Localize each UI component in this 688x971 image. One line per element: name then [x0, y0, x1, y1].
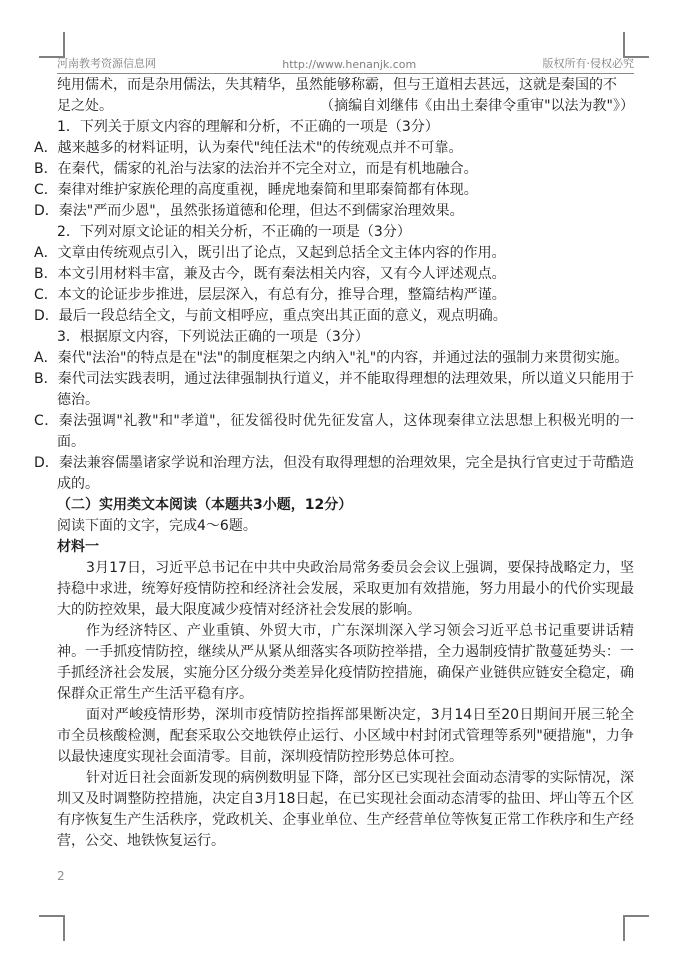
answer-option: B．秦代司法实践表明，通过法律强制执行道义，并不能取得理想的法理效果，所以道义只能用于德治。 — [34, 371, 634, 408]
page-number: 2 — [57, 869, 65, 883]
question-stem: 2．下列对原文论证的相关分析，不正确的一项是（3分） — [57, 224, 411, 240]
answer-option: C．秦法强调"礼教"和"孝道"，征发徭役时优先征发富人，这体现秦律立法思想上积极光明的一面。 — [34, 413, 634, 450]
answer-option: A．文章由传统观点引入，既引出了论点，又起到总括全文主体内容的作用。 — [34, 245, 506, 261]
questions-list — [34, 117, 634, 495]
crop-mark-bottom-left — [39, 915, 65, 941]
material-paragraph: 针对近日社会面新发现的病例数明显下降，部分区已实现社会面动态清零的实际情况，深圳又及时调整防控措施，决定自3月18日起，在已实现社会面动态清零的盐田、坪山等五个区有序恢复生产生活秩序，党政机关、企事业单位、生产经营单位等恢复正常工作秩序和生产经营，公交、地铁恢复运行。 — [57, 770, 634, 849]
answer-option: D．秦法兼容儒墨诸家学说和治理方法，但没有取得理想的治理效果，完全是执行官吏过于苛酷造成的。 — [34, 455, 634, 492]
document-body — [34, 75, 634, 852]
answer-option: C．本文的论证步步推进，层层深入，有总有分，推导合理，整篇结构严谨。 — [34, 287, 506, 303]
answer-option: C．秦律对维护家族伦理的高度重视，睡虎地秦简和里耶秦简都有体现。 — [34, 182, 478, 198]
answer-option: B．本文引用材料丰富，兼及古今，既有秦法相关内容，又有今人评述观点。 — [34, 266, 506, 282]
material-paragraph: 面对严峻疫情形势，深圳市疫情防控指挥部果断决定，3月14日至20日期间开展三轮全市全员核酸检测，配套采取公交地铁停止运行、小区域中村封闭式管理等系列"硬措施"，力争以最快速度实现社会面清零。目前，深圳疫情防控形势总体可控。 — [57, 707, 634, 765]
source-citation: （摘编自刘继伟《由出土秦律令重审"以法为教"》） — [320, 98, 634, 114]
answer-option: D．秦法"严而少恩"，虽然张扬道德和伦理，但达不到儒家治理效果。 — [34, 203, 464, 219]
intro-citation-line — [57, 96, 634, 117]
answer-option: B．在秦代，儒家的礼治与法家的法治并不完全对立，而是有机地融合。 — [34, 161, 478, 177]
answer-option: D．最后一段总结全文，与前文相呼应，重点突出其正面的意义，观点明确。 — [34, 308, 507, 324]
material-label: 材料一 — [57, 539, 99, 555]
material-paragraph: 3月17日，习近平总书记在中共中央政治局常务委员会会议上强调，要保持战略定力，坚持稳中求进，统筹好疫情防控和经济社会发展，采取更加有效措施，努力用最小的代价实现最大的防控效果，最大限度减少疫情对经济社会发展的影响。 — [57, 560, 634, 618]
intro-text-line: 纯用儒术，而是杂用儒法，失其精华，虽然能够称霸，但与王道相去甚远，这就是秦国的不 — [57, 77, 617, 93]
header-copyright: 版权所有·侵权必究 — [542, 57, 634, 70]
answer-option: A．秦代"法治"的特点是在"法"的制度框架之内纳入"礼"的内容，并通过法的强制力来贯彻实施。 — [34, 350, 629, 366]
question-stem: 3．根据原文内容，下列说法正确的一项是（3分） — [57, 329, 369, 345]
header-url: http://www.henanjk.com — [282, 58, 417, 71]
answer-option: A．越来越多的材料证明，认为秦代"纯任法术"的传统观点并不可靠。 — [34, 140, 463, 156]
header-site-name: 河南教考资源信息网 — [57, 57, 156, 70]
crop-mark-bottom-right — [623, 915, 649, 941]
section-heading: （二）实用类文本阅读（本题共3小题，12分） — [57, 497, 353, 513]
material-paragraphs — [57, 558, 634, 852]
intro-text-end: 足之处。 — [57, 98, 113, 114]
material-paragraph: 作为经济特区、产业重镇、外贸大市，广东深圳深入学习领会习近平总书记重要讲话精神。一手抓疫情防控，继续从严从紧从细落实各项防控举措，全力遏制疫情扩散蔓延势头：一手抓经济社会发展，实施分区分级分类差异化疫情防控措施，确保产业链供应链安全稳定，确保群众正常生产生活平稳有序。 — [57, 623, 634, 702]
section-intro: 阅读下面的文字，完成4～6题。 — [57, 518, 257, 534]
question-stem: 1．下列关于原文内容的理解和分析，不正确的一项是（3分） — [57, 119, 439, 135]
page-header — [57, 54, 634, 74]
